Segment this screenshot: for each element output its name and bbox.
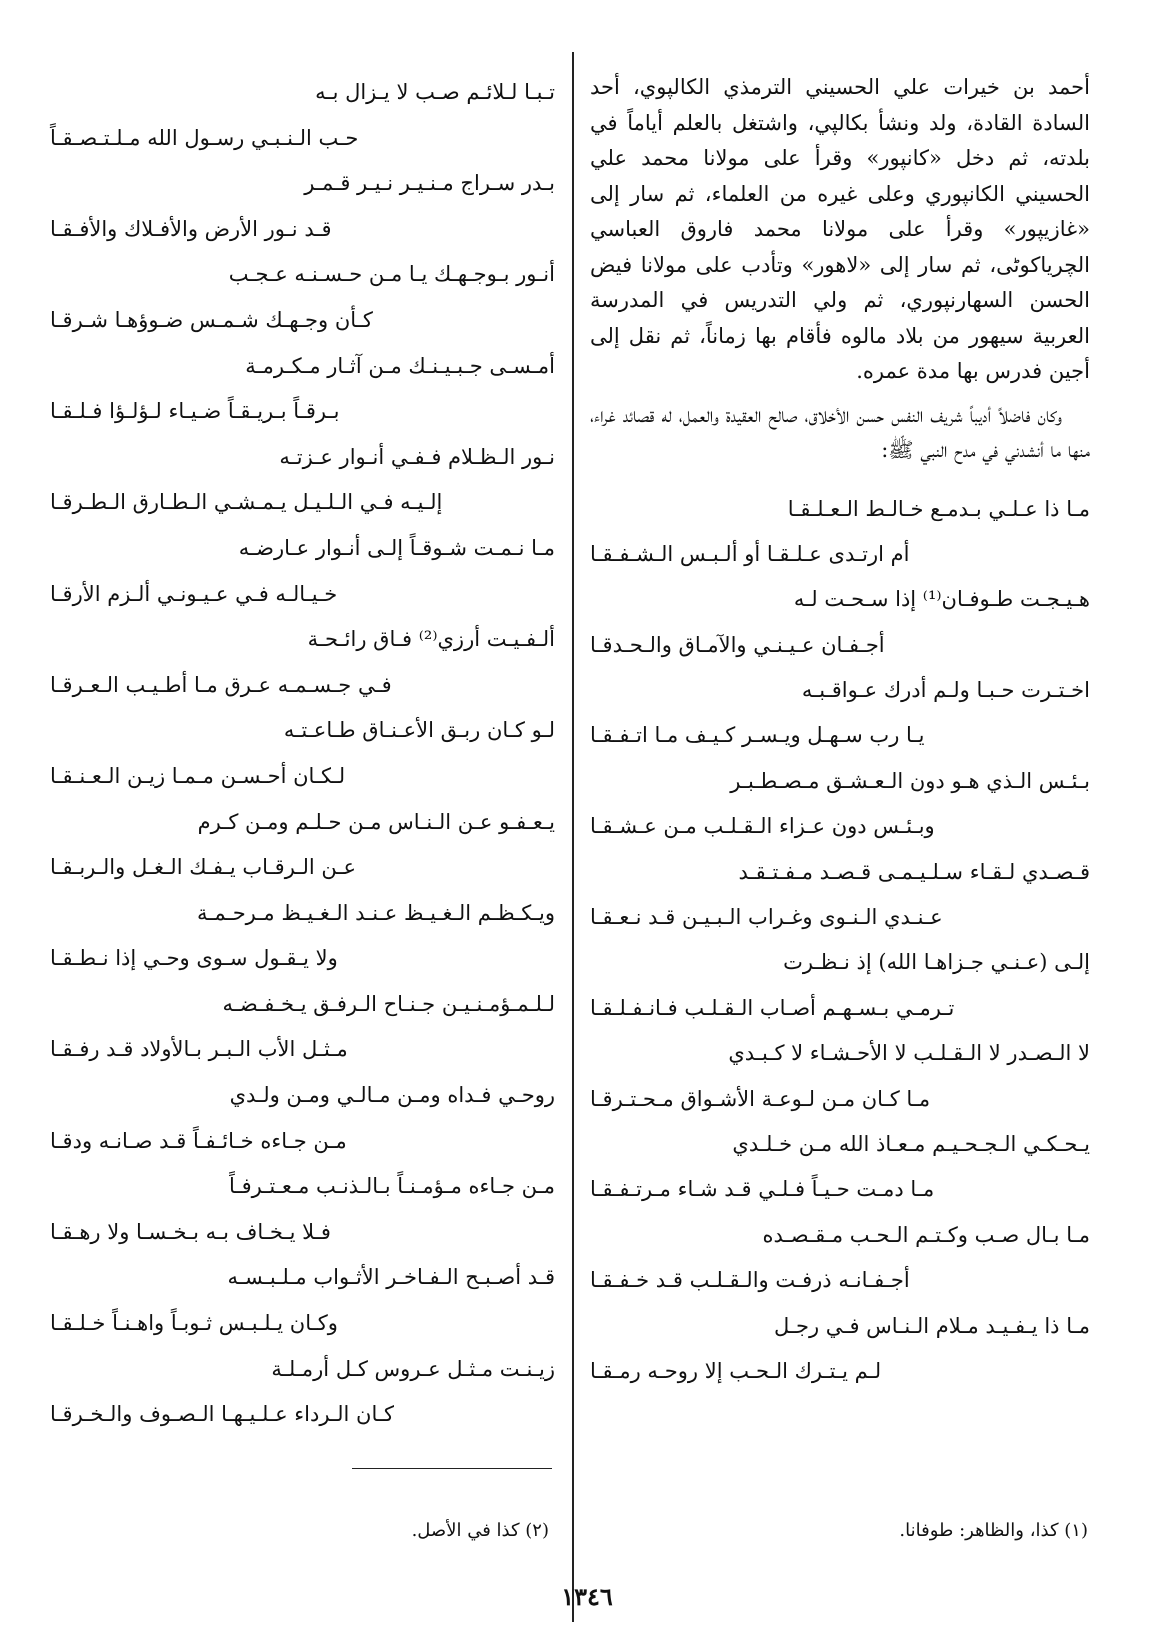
verse-line: يـحـكـي الـجـحـيـم مـعـاذ الله مـن خـلـدي bbox=[732, 1131, 1090, 1156]
verse-line: مـثـل الأب الـبـر بـالأولاد قـد رفـقـا bbox=[50, 1037, 348, 1062]
verse-line: بـئـس الـذي هـو دون الـعـشـق مـصـطـبـر bbox=[730, 768, 1090, 793]
page-number: ١٣٤٦ bbox=[561, 1582, 613, 1611]
verse-line: يـعـفـو عـن الـنـاس مـن حـلـم ومـن كـرم bbox=[197, 809, 555, 834]
verse-line: عـنـدي الـنـوى وغـراب الـبـيـن قـد نـعـقـا bbox=[590, 905, 943, 930]
verse-line: تـبـا لـلائـم صـب لا يـزال بـه bbox=[315, 80, 555, 104]
verse-line: كـأن وجـهـك شـمـس ضـوؤهـا شـرقـا bbox=[50, 307, 373, 332]
verse-line: قـصـدي لـقـاء سـلـيـمـى قـصـد مـفـتـقـد bbox=[738, 859, 1090, 884]
verse-line: هـيـجـت طـوفـان⁽¹⁾ إذا سـحـت لـه bbox=[793, 587, 1090, 612]
verse-line: فـلا يـخـاف بـه بـخـسـا ولا رهـقـا bbox=[50, 1219, 331, 1244]
biography-paragraph: وكان فاضلاً أديباً شريف النفس حسن الأخلاق، صالح العقيدة والعمل، له قصائد غراء، منها ما أنشدني في مدح النبي ﷺ: bbox=[590, 402, 1090, 462]
verse-line: مـن جـاءه مـؤمـنـاً بـالـذنـب مـعـتـرفـاً bbox=[229, 1174, 555, 1199]
verse-line: وكـان يـلـبـس ثـوبـاً واهـنـاً خـلـقـا bbox=[50, 1311, 338, 1336]
verse-line: مـا بـال صـب وكـتـم الـحـب مـقـصـده bbox=[762, 1222, 1090, 1247]
verse-line: تـرمـي بـسـهـم أصـاب الـقـلـب فـانـفـلـقـا bbox=[590, 995, 955, 1020]
verse-line: اخـتـرت حـبـا ولـم أدرك عـواقـبـه bbox=[801, 678, 1090, 703]
verse-line: حـب الـنـبـي رسـول الله مـلـتـصـقـاً bbox=[50, 125, 359, 150]
verse-line: بـرقـاً بـريـقـاً ضـيـاء لـؤلـؤا فـلـقـا bbox=[50, 399, 340, 424]
verse-line: لـو كـان ربـق الأعـنـاق طـاعـتـه bbox=[283, 718, 555, 743]
verse-line: ولا يـقـول سـوى وحـي إذا نـطـقـا bbox=[50, 946, 338, 971]
verse-line: مـا كـان مـن لـوعـة الأشـواق مـحـتـرقـا bbox=[590, 1086, 931, 1111]
verse-line: روحـي فـداه ومـن مـالـي ومـن ولـدي bbox=[229, 1083, 555, 1108]
verse-line: قـد أصـبـح الـفـاخـر الأثـواب مـلـبـسـه bbox=[227, 1265, 555, 1290]
footnote-2: (٢) كذا في الأصل. bbox=[411, 1520, 549, 1541]
verse-line: لـم يـتـرك الـحـب إلا روحـه رمـقـا bbox=[590, 1358, 882, 1383]
verse-line: مـن جـاءه خـائـفـاً قـد صـانـه ودقـا bbox=[50, 1128, 347, 1153]
verse-line: يـا رب سـهـل ويـسـر كـيـف مـا اتـفـقـا bbox=[590, 723, 925, 748]
verse-line: وبـئـس دون عـزاء الـقـلـب مـن عـشـقـا bbox=[590, 814, 935, 839]
verse-line: أم ارتـدى عـلـقـا أو ألـبـس الـشـفـقـا bbox=[590, 541, 910, 566]
footnote-1: (١) كذا، والظاهر: طوفانا. bbox=[899, 1520, 1088, 1541]
verse-line: مـا دمـت حـيـاً فـلـي قـد شـاء مـرتـفـقـا bbox=[590, 1177, 935, 1202]
verse-line: نـور الـظـلام فـفـي أنـوار عـزتـه bbox=[279, 444, 555, 469]
verse-line: مـا ذا عـلـي بـدمـع خـالـط الـعـلـقـا bbox=[787, 496, 1090, 521]
verse-line: لا الـصـدر لا الـقـلـب لا الأحـشـاء لا كـبـدي bbox=[728, 1041, 1090, 1066]
verse-line: بـدر سـراج مـنـيـر نـيـر قـمـر bbox=[304, 171, 555, 196]
biography-paragraph: أحمد بن خيرات علي الحسيني الترمذي الكالپوي، أحد السادة القادة، ولد ونشأ بكالپي، واشتغل بالعلم أياماً في بلدته، ثم دخل «كانپور» وقرأ على مولانا محمد علي الحسيني الكانپوري وعلى غيره من العلماء، ثم سار إلى «غازيپور» وقرأ على مولانا محمد فاروق العباسي الچرياكوٹی، ثم سار إلى «لاهور» وتأدب على مولانا فيض الحسن السهارنپوري، ثم ولي التدريس في المدرسة العربية سيهور من بلاد مالوه فأقام بها زماناً، ثم نقل إلى أجين فدرس بها مدة عمره. bbox=[590, 75, 1090, 383]
verse-line: ألـفـيـت أرزي⁽²⁾ فـاق رائـحـة bbox=[307, 627, 555, 652]
verse-line: قـد نـور الأرض والأفـلاك والأفـقـا bbox=[50, 216, 332, 241]
poem-verses bbox=[50, 70, 555, 1438]
verse-line: زيـنـت مـثـل عـروس كـل أرمـلـة bbox=[271, 1356, 555, 1381]
verse-line: إلـيـه فـي الـلـيـل يـمـشـي الـطـارق الـطـرقـا bbox=[50, 490, 443, 515]
verse-line: لـلـمـؤمـنـيـن جـنـاح الـرفـق يـخـفـضـه bbox=[222, 991, 555, 1016]
verse-line: خـيـالـه فـي عـيـونـي ألـزم الأرقـا bbox=[50, 581, 338, 606]
column-divider bbox=[572, 52, 574, 1622]
verse-line: مـا ذا يـفـيـد مـلام الـنـاس فـي رجـل bbox=[773, 1313, 1090, 1338]
verse-line: أجـفـانـه ذرفـت والـقـلـب قـد خـفـقـا bbox=[590, 1268, 910, 1293]
verse-line: لـكـان أحـسـن مـمـا زيـن الـعـنـقـا bbox=[50, 763, 346, 788]
verse-line: فـي جـسـمـه عـرق مـا أطـيـب الـعـرقـا bbox=[50, 672, 392, 697]
footnote-rule bbox=[352, 1468, 552, 1469]
verse-line: أمـسـى جـبـيـنـك مـن آثـار مـكـرمـة bbox=[245, 353, 555, 378]
verse-line: ويـكـظـم الـغـيـظ عـنـد الـغـيـظ مـرحـمـة bbox=[197, 900, 555, 925]
verse-line: عـن الـرقـاب يـفـك الـغـل والـربـقـا bbox=[50, 855, 357, 880]
poem-verses bbox=[590, 487, 1090, 1395]
verse-line: أجـفـان عـيـنـي والآمـاق والـحـدقـا bbox=[590, 632, 885, 657]
right-column bbox=[590, 70, 1090, 1394]
left-column bbox=[50, 70, 555, 1438]
verse-line: إلـى (عـنـي جـزاهـا الله) إذ نـظـرت bbox=[783, 950, 1090, 975]
verse-line: أنـور بـوجـهـك يـا مـن حـسـنـه عـجـب bbox=[228, 262, 555, 287]
verse-line: مـا نـمـت شـوقـاً إلـى أنـوار عـارضـه bbox=[238, 535, 555, 560]
verse-line: كـان الـرداء عـلـيـهـا الـصـوف والـخـرقـا bbox=[50, 1402, 394, 1427]
